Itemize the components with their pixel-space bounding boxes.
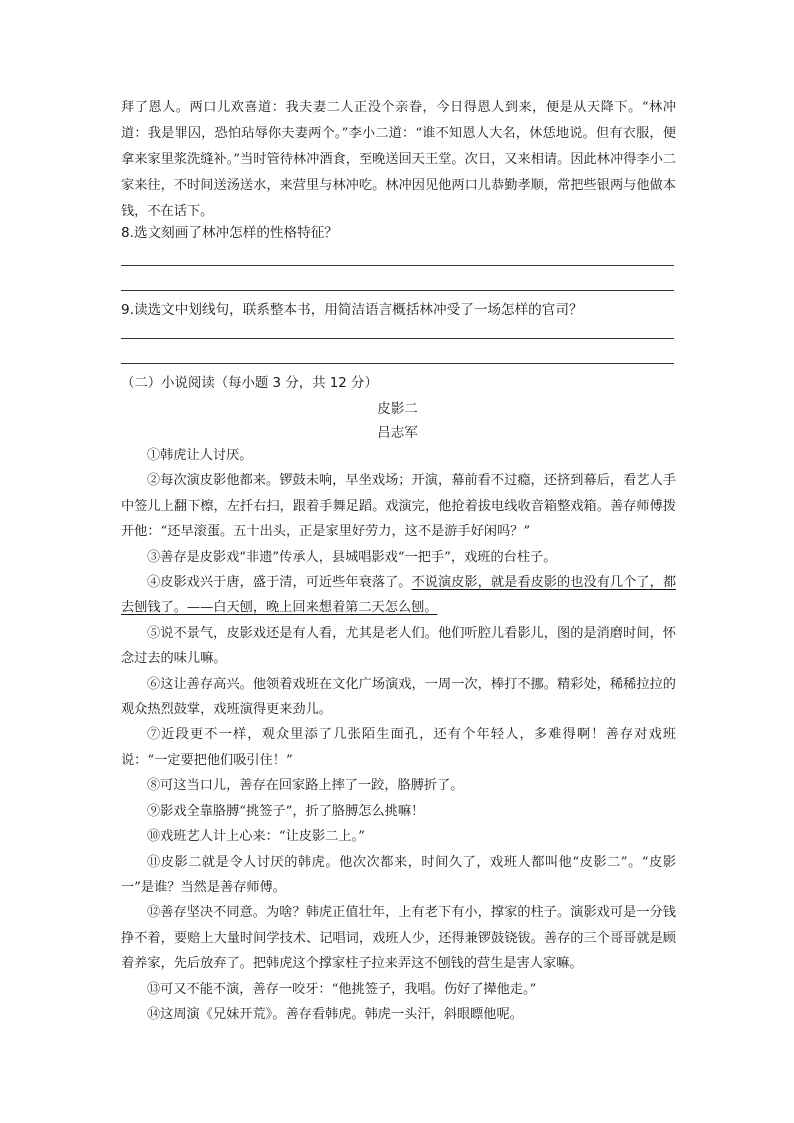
passage-paragraph: 拜了恩人。两口儿欢喜道：我夫妻二人正没个亲眷，今日得恩人到来，便是从天降下。“林冲道：我是罪囚，恐怕玷辱你夫妻两个。”李小二道：“谁不知恩人大名，休恁地说。但有衣服，便拿来家里浆洗缝补。”当时管待林冲酒食，至晚送回天王堂。次日，又来相请。因此林冲得李小二家来往，不时间送汤送水，来营里与林冲吃。林冲因见他两口儿恭勤孝顺，常把些银两与他做本钱，不在话下。 [121, 100, 676, 219]
story-paragraph-5: ⑤说不景气，皮影戏还是有人看，尤其是老人们。他们听腔儿看影儿，图的是消磨时间，怀念过去的味儿嘛。 [121, 625, 676, 667]
story-author: 吕志军 [377, 425, 418, 441]
story-paragraph-3: ③善存是皮影戏“非遗”传承人，县城唱影戏“一把手”，戏班的台柱子。 [147, 549, 557, 565]
section-heading: （二）小说阅读（每小题 3 分，共 12 分） [121, 376, 378, 391]
question-9: 9.读选文中划线句，联系整本书，用简洁语言概括林冲受了一场怎样的官司？ [121, 302, 583, 318]
story-paragraph-4-lead: ④皮影戏兴于唐，盛于清，可近些年衰落了。 [147, 575, 412, 591]
story-paragraph-10: ⑩戏班艺人计上心来：“让皮影二上。” [147, 829, 365, 845]
question-8: 8.选文刻画了林冲怎样的性格特征？ [121, 225, 338, 241]
story-paragraph-12: ⑫善存坚决不同意。为啥？韩虎正值壮年，上有老下有小，撑家的柱子。演影戏可是一分钱挣不着，要赔上大量时间学技术、记唱词，戏班人少，还得兼锣鼓铙钹。善存的三个哥哥就是顾着养家，先后放弃了。把韩虎这个撑家柱子拉来弄这不刨钱的营生是害人家嘛。 [121, 905, 676, 972]
story-paragraph-13: ⑬可又不能不演，善存一咬牙：“他挑签子，我唱。伤好了撵他走。” [147, 981, 537, 997]
story-paragraph-8: ⑧可这当口儿，善存在回家路上摔了一跤，胳膊折了。 [147, 778, 464, 794]
story-paragraph-2: ②每次演皮影他都来。锣鼓未响，早坐戏场；开演，幕前看不过瘾，还挤到幕后，看艺人手中签儿上翻下檫，左扦右扫，跟着手舞足蹈。戏演完，他抢着拔电线收音箱整戏箱。善存师傅拨开他：“还早滚蛋。五十出头，正是家里好劳力，这不是游手好闲吗？” [121, 473, 676, 540]
story-paragraph-11: ⑪皮影二就是令人讨厌的韩虎。他次次都来，时间久了，戏班人都叫他“皮影二”。“皮影一”是谁？当然是善存师傅。 [121, 854, 676, 895]
answer-line-q8-2[interactable] [121, 290, 674, 291]
story-paragraph-6: ⑥这让善存高兴。他领着戏班在文化广场演戏，一周一次，棒打不挪。精彩处，稀稀拉拉的观众热烈鼓掌，戏班演得更来劲儿。 [121, 676, 676, 718]
story-title: 皮影二 [377, 401, 418, 417]
answer-line-q8-1[interactable] [121, 265, 674, 266]
story-paragraph-14: ⑭这周演《兄妹开荒》。善存看韩虎。韩虎一头汗，斜眼瞟他呢。 [147, 1006, 523, 1022]
underlined-sentence: 不说演皮影，就是看皮影的也没有几个了，都去刨钱了。——白天刨，晚上回来想着第二天怎么刨。 [121, 575, 677, 616]
story-paragraph-4 [121, 570, 676, 621]
story-paragraph-1: ①韩虎让人讨厌。 [147, 448, 253, 463]
story-body [121, 443, 676, 1027]
story-paragraph-9: ⑨影戏全靠胳膊“挑签子”，折了胳膊怎么挑嘛！ [147, 803, 425, 819]
story-paragraph-7: ⑦近段更不一样，观众里添了几张陌生面孔，还有个年轻人，多难得啊！善存对戏班说：“一定要把他们吸引住！” [121, 727, 676, 768]
answer-line-q9-2[interactable] [121, 363, 674, 364]
passage-excerpt [121, 95, 676, 225]
answer-line-q9-1[interactable] [121, 338, 674, 339]
